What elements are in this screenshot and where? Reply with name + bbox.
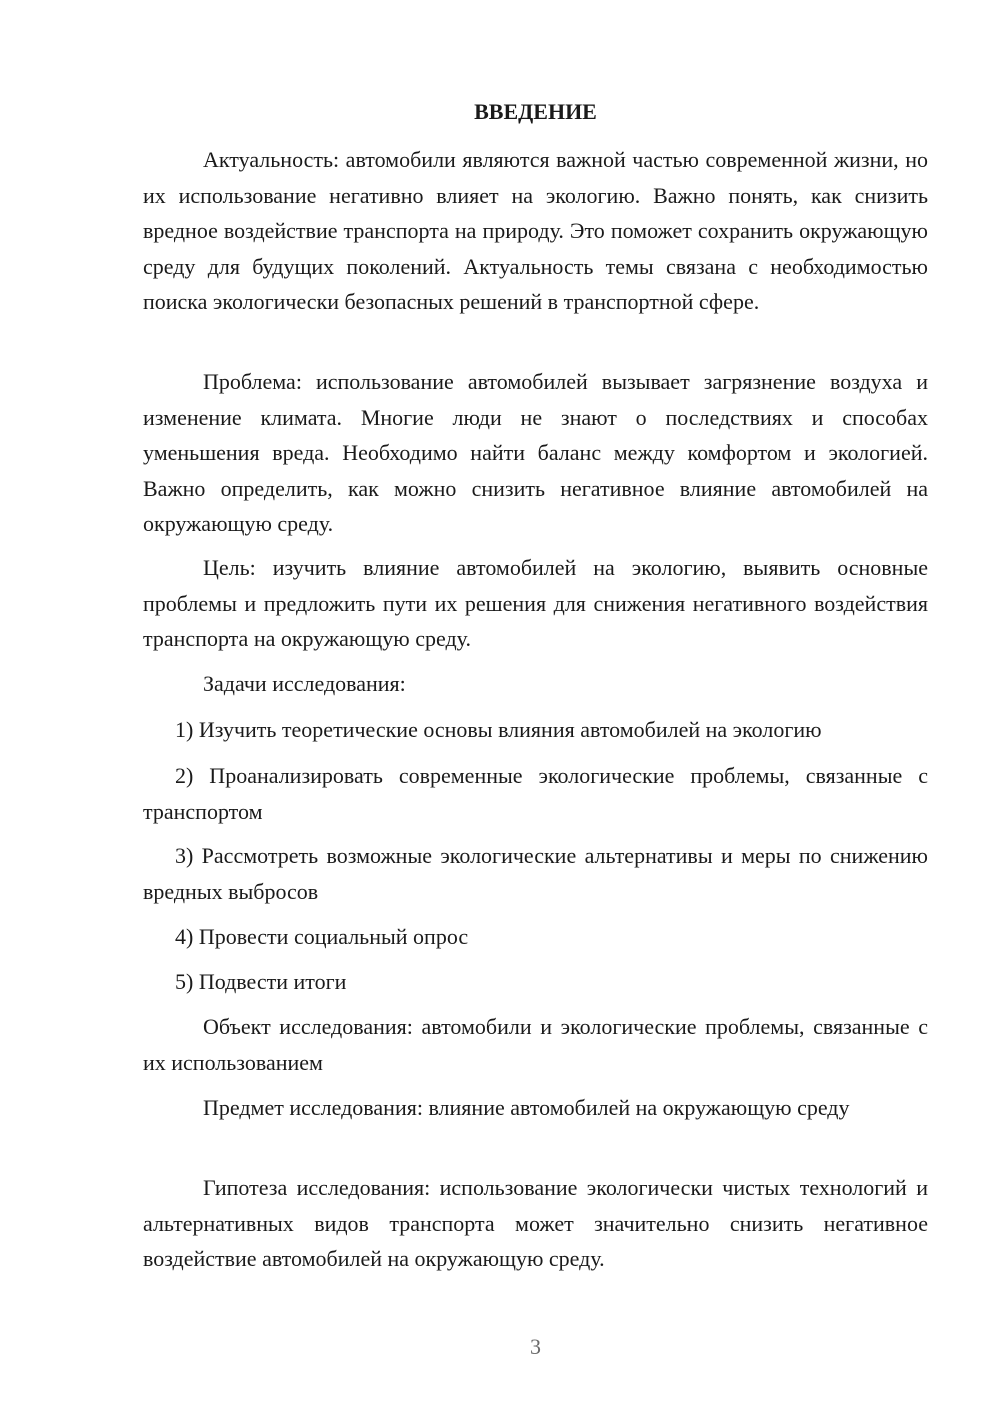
list-item: 3) Рассмотреть возможные экологические альтернативы и меры по снижению вредных выбросов bbox=[143, 843, 928, 904]
page-number: 3 bbox=[530, 1334, 541, 1359]
paragraph-object: Объект исследования: автомобили и экологические проблемы, связанные с их использованием bbox=[143, 1014, 928, 1075]
paragraph-relevance: Актуальность: автомобили являются важной частью современной жизни, но их использование негативно влияет на экологию. Важно понять, как снизить вредное воздействие транспорта на природу. Это поможет сохранить окружающую среду для будущих поколений. Актуальность темы связана с необходимостью поиска экологически безопасных решений в транспортной сфере. bbox=[143, 147, 928, 314]
list-item: 4) Провести социальный опрос bbox=[175, 924, 469, 949]
list-item: 1) Изучить теоретические основы влияния автомобилей на экологию bbox=[175, 717, 822, 742]
paragraph-problem: Проблема: использование автомобилей вызывает загрязнение воздуха и изменение климата. Многие люди не знают о последствиях и способах уменьшения вреда. Необходимо найти баланс между комфортом и экологией. Важно определить, как можно снизить негативное влияние автомобилей на окружающую среду. bbox=[143, 369, 928, 536]
paragraph-subject: Предмет исследования: влияние автомобилей на окружающую среду bbox=[203, 1095, 850, 1120]
paragraph-hypothesis: Гипотеза исследования: использование экологически чистых технологий и альтернативных видов транспорта может значительно снизить негативное воздействие автомобилей на окружающую среду. bbox=[143, 1175, 928, 1271]
page-title: ВВЕДЕНИЕ bbox=[474, 99, 597, 124]
tasks-title: Задачи исследования: bbox=[203, 671, 406, 696]
list-item: 5) Подвести итоги bbox=[175, 969, 347, 994]
paragraph-goal: Цель: изучить влияние автомобилей на экологию, выявить основные проблемы и предложить пути их решения для снижения негативного воздействия транспорта на окружающую среду. bbox=[143, 555, 928, 651]
list-item: 2) Проанализировать современные экологические проблемы, связанные с транспортом bbox=[143, 763, 928, 824]
